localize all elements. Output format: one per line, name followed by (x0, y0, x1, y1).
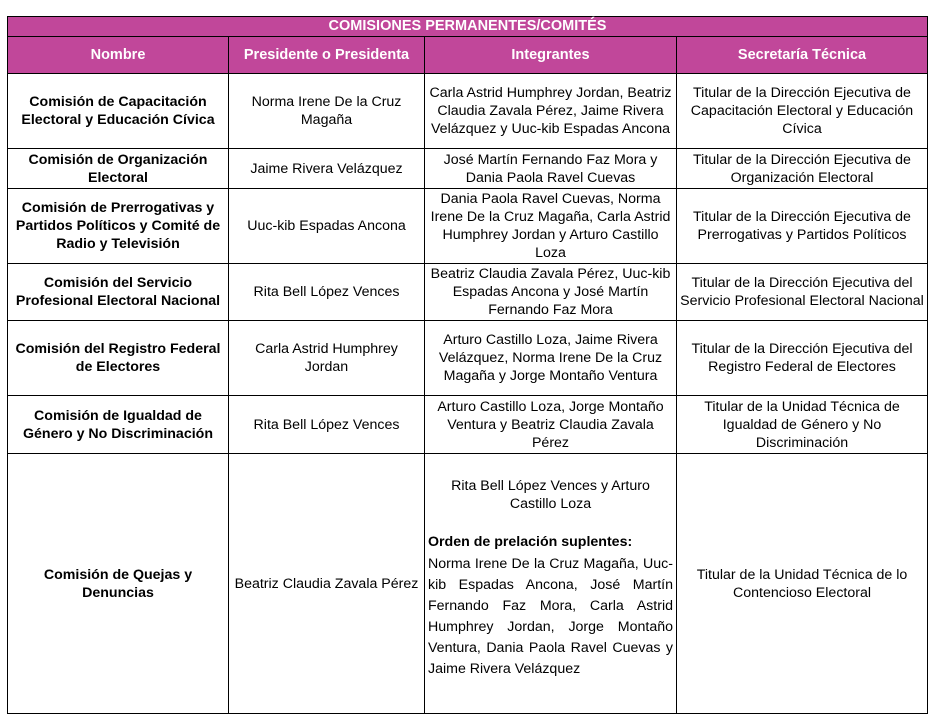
row-presidente: Rita Bell López Vences (229, 396, 425, 454)
header-presidente: Presidente o Presidenta (229, 37, 425, 74)
row-secretaria: Titular de la Dirección Ejecutiva de Organización Electoral (677, 149, 928, 189)
suplentes-label: Orden de prelación suplentes: (428, 534, 633, 550)
spacer (428, 513, 673, 533)
row-nombre: Comisión de Organización Electoral (8, 149, 229, 189)
row-integrantes: Dania Paola Ravel Cuevas, Norma Irene De la Cruz Magaña, Carla Astrid Humphrey Jordan y Arturo Castillo Loza (425, 189, 677, 264)
row-nombre: Comisión de Igualdad de Género y No Discriminación (8, 396, 229, 454)
row-nombre: Comisión de Prerrogativas y Partidos Políticos y Comité de Radio y Televisión (8, 189, 229, 264)
row-secretaria: Titular de la Dirección Ejecutiva del Servicio Profesional Electoral Nacional (677, 264, 928, 321)
row-presidente: Carla Astrid Humphrey Jordan (229, 321, 425, 396)
header-integrantes: Integrantes (425, 37, 677, 74)
row-integrantes: José Martín Fernando Faz Mora y Dania Paola Ravel Cuevas (425, 149, 677, 189)
row-secretaria: Titular de la Dirección Ejecutiva del Registro Federal de Electores (677, 321, 928, 396)
table-row (8, 321, 928, 396)
row-secretaria: Titular de la Dirección Ejecutiva de Prerrogativas y Partidos Políticos (677, 189, 928, 264)
row-presidente: Jaime Rivera Velázquez (229, 149, 425, 189)
table-row (8, 396, 928, 454)
quejas-integrantes: Rita Bell López Vences y Arturo Castillo Loza (451, 478, 650, 512)
row-secretaria: Titular de la Unidad Técnica de Igualdad de Género y No Discriminación (677, 396, 928, 454)
row-integrantes (425, 454, 677, 714)
row-nombre: Comisión del Servicio Profesional Electoral Nacional (8, 264, 229, 321)
row-presidente: Norma Irene De la Cruz Magaña (229, 74, 425, 149)
table-row (8, 74, 928, 149)
row-nombre: Comisión de Quejas y Denuncias (8, 454, 229, 714)
row-integrantes: Carla Astrid Humphrey Jordan, Beatriz Claudia Zavala Pérez, Jaime Rivera Velázquez y Uuc-kib Espadas Ancona (425, 74, 677, 149)
row-presidente: Uuc-kib Espadas Ancona (229, 189, 425, 264)
table-title: COMISIONES PERMANENTES/COMITÉS (8, 17, 928, 37)
table-row (8, 189, 928, 264)
row-presidente: Beatriz Claudia Zavala Pérez (229, 454, 425, 714)
table-row (8, 454, 928, 714)
row-secretaria: Titular de la Dirección Ejecutiva de Capacitación Electoral y Educación Cívica (677, 74, 928, 149)
header-row (8, 37, 928, 74)
row-integrantes: Arturo Castillo Loza, Jorge Montaño Ventura y Beatriz Claudia Zavala Pérez (425, 396, 677, 454)
suplentes-list: Norma Irene De la Cruz Magaña, Uuc-kib Espadas Ancona, José Martín Fernando Faz Mora, Carla Astrid Humphrey Jordan, Jorge Montaño Ventura, Dania Paola Ravel Cuevas y Jaime Rivera Velázquez (428, 556, 673, 677)
title-row (8, 17, 928, 37)
row-integrantes: Arturo Castillo Loza, Jaime Rivera Velázquez, Norma Irene De la Cruz Magaña y Jorge Montaño Ventura (425, 321, 677, 396)
row-presidente: Rita Bell López Vences (229, 264, 425, 321)
spacer (428, 680, 673, 690)
header-nombre: Nombre (8, 37, 229, 74)
table-row (8, 149, 928, 189)
header-secretaria: Secretaría Técnica (677, 37, 928, 74)
row-secretaria: Titular de la Unidad Técnica de lo Contencioso Electoral (677, 454, 928, 714)
row-integrantes: Beatriz Claudia Zavala Pérez, Uuc-kib Espadas Ancona y José Martín Fernando Faz Mora (425, 264, 677, 321)
row-nombre: Comisión de Capacitación Electoral y Educación Cívica (8, 74, 229, 149)
comisiones-table (7, 16, 928, 714)
row-nombre: Comisión del Registro Federal de Electores (8, 321, 229, 396)
table-row (8, 264, 928, 321)
